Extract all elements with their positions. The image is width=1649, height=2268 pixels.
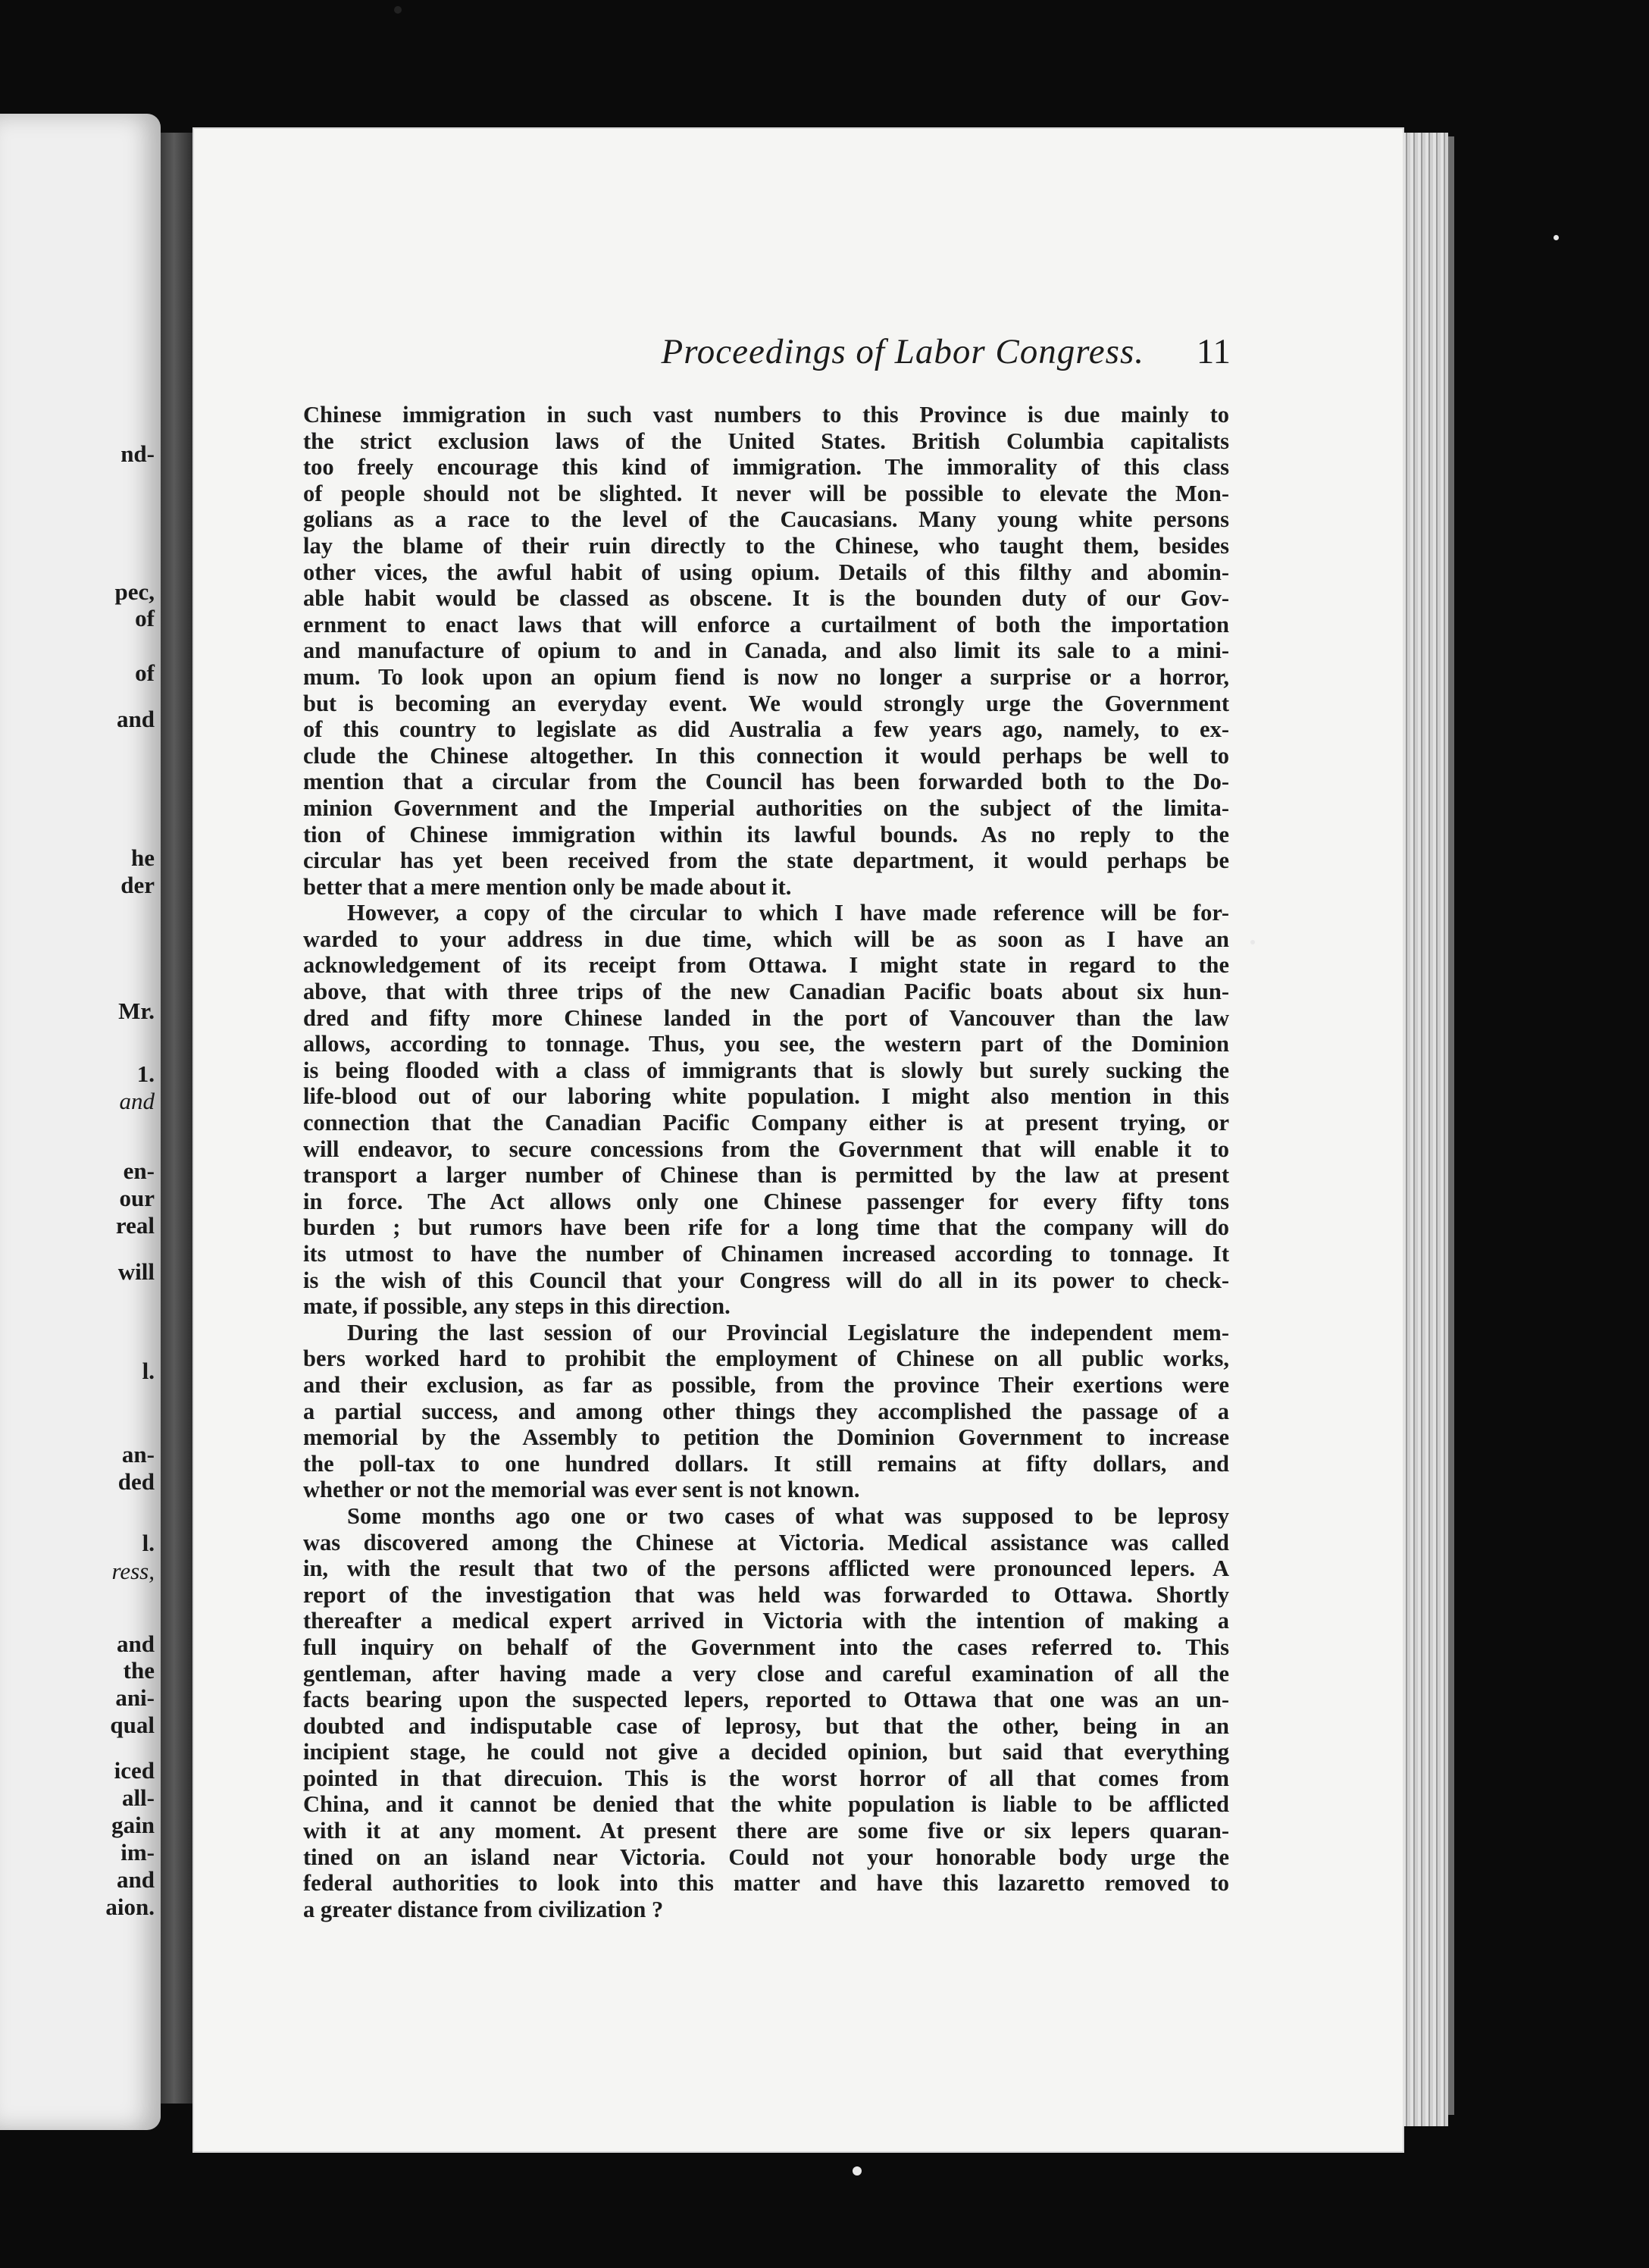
text-line: transport a larger number of Chinese than is permitted by the law at present bbox=[303, 1162, 1229, 1189]
text-line: is being flooded with a class of immigrants that is slowly but surely sucking the bbox=[303, 1057, 1229, 1083]
text-line: and manufacture of opium to and in Canada, and also limit its sale to a mini- bbox=[303, 637, 1229, 664]
left-page-fragment: Mr. bbox=[118, 998, 155, 1024]
text-line: incipient stage, he could not give a decided opinion, but said that everything bbox=[303, 1739, 1229, 1765]
left-page-fragment: the bbox=[123, 1657, 155, 1684]
text-line: is the wish of this Council that your Congress will do all in its power to check- bbox=[303, 1267, 1229, 1293]
left-page-fragment: gain bbox=[111, 1812, 155, 1838]
text-line: mention that a circular from the Council has been forwarded both to the Do- bbox=[303, 769, 1229, 795]
text-line: in force. The Act allows only one Chinese passenger for every fifty tons bbox=[303, 1188, 1229, 1214]
text-line: bers worked hard to prohibit the employment of Chinese on all public works, bbox=[303, 1345, 1229, 1372]
left-page-fragment: aion. bbox=[105, 1894, 155, 1920]
text-line: facts bearing upon the suspected lepers, reported to Ottawa that one was an un- bbox=[303, 1687, 1229, 1713]
left-page-fragment: 1. bbox=[136, 1060, 155, 1087]
text-line: full inquiry on behalf of the Government into the cases referred to. This bbox=[303, 1634, 1229, 1660]
scan-speck bbox=[394, 6, 402, 14]
text-line: of people should not be slighted. It never will be possible to elevate the Mon- bbox=[303, 480, 1229, 506]
left-page-fragment: l. bbox=[142, 1358, 155, 1384]
left-page-fragment: our bbox=[119, 1185, 155, 1211]
left-page-fragment: he bbox=[131, 844, 155, 871]
text-line: golians as a race to the level of the Caucasians. Many young white persons bbox=[303, 506, 1229, 533]
text-line: doubted and indisputable case of leprosy, but that the other, being in an bbox=[303, 1712, 1229, 1739]
text-line: with it at any moment. At present there are some five or six lepers quaran- bbox=[303, 1818, 1229, 1844]
text-line: too freely encourage this kind of immigration. The immorality of this class bbox=[303, 454, 1229, 481]
text-line: of this country to legislate as did Australia a few years ago, namely, to ex- bbox=[303, 716, 1229, 743]
left-page-fragment: pec, bbox=[114, 578, 155, 605]
left-page-fragment: qual bbox=[110, 1712, 155, 1738]
left-page-fragment: ress, bbox=[111, 1558, 155, 1584]
text-line: the poll-tax to one hundred dollars. It still remains at fifty dollars, and bbox=[303, 1450, 1229, 1477]
text-line: pointed in that direcuion. This is the worst horror of all that comes from bbox=[303, 1765, 1229, 1791]
left-page-fragment: nd- bbox=[120, 440, 155, 467]
text-line: tion of Chinese immigration within its lawful bounds. As no reply to the bbox=[303, 821, 1229, 847]
text-line: will endeavor, to secure concessions from the Government that will enable it to bbox=[303, 1136, 1229, 1162]
text-line: able habit would be classed as obscene. It is the bounden duty of our Gov- bbox=[303, 585, 1229, 612]
text-line: better that a mere mention only be made about it. bbox=[303, 873, 792, 900]
text-line: clude the Chinese altogether. In this connection it would perhaps be well to bbox=[303, 742, 1229, 769]
left-page-fragment: l. bbox=[142, 1530, 155, 1556]
text-line: minion Government and the Imperial authorities on the subject of the limita- bbox=[303, 794, 1229, 821]
left-page-fragment: and bbox=[117, 1866, 155, 1893]
text-line: but is becoming an everyday event. We would strongly urge the Government bbox=[303, 690, 1229, 716]
text-line: other vices, the awful habit of using opium. Details of this filthy and abomin- bbox=[303, 559, 1229, 585]
left-page-fragment: im- bbox=[120, 1839, 155, 1865]
text-line: acknowledgement of its receipt from Ottawa. I might state in regard to the bbox=[303, 952, 1229, 979]
left-page-fragment: of bbox=[135, 605, 155, 631]
text-line: Some months ago one or two cases of what was supposed to be leprosy bbox=[347, 1502, 1229, 1529]
left-page-fragment: en- bbox=[123, 1157, 155, 1184]
text-line: ernment to enact laws that will enforce a curtailment of both the importation bbox=[303, 611, 1229, 637]
text-line: life-blood out of our laboring white population. I might also mention in this bbox=[303, 1083, 1229, 1110]
left-page-fragment: all- bbox=[121, 1784, 155, 1811]
left-page-fragment: real bbox=[115, 1212, 155, 1239]
body-text bbox=[303, 402, 1229, 1922]
text-line: a partial success, and among other things they accomplished the passage of a bbox=[303, 1398, 1229, 1424]
running-title: Proceedings of Labor Congress. bbox=[661, 332, 1144, 371]
left-page-fragment: der bbox=[120, 872, 155, 898]
page-edge-stack bbox=[1403, 133, 1448, 2126]
text-line: its utmost to have the number of Chinamen increased according to tonnage. It bbox=[303, 1241, 1229, 1267]
book-gutter bbox=[161, 133, 194, 2104]
text-line: federal authorities to look into this matter and have this lazaretto removed to bbox=[303, 1870, 1229, 1897]
text-line: Chinese immigration in such vast numbers to this Province is due mainly to bbox=[303, 402, 1229, 428]
text-line: dred and fifty more Chinese landed in the port of Vancouver than the law bbox=[303, 1004, 1229, 1031]
left-page-fragment: iced bbox=[114, 1757, 155, 1784]
page-number: 11 bbox=[1196, 332, 1231, 371]
text-line: gentleman, after having made a very close and careful examination of all the bbox=[303, 1660, 1229, 1687]
left-page-fragment: and bbox=[119, 1088, 155, 1114]
text-line: mate, if possible, any steps in this direction. bbox=[303, 1293, 731, 1320]
text-line: During the last session of our Provincial Legislature the independent mem- bbox=[347, 1319, 1229, 1345]
text-line: above, that with three trips of the new Canadian Pacific boats about six hun- bbox=[303, 979, 1229, 1005]
text-line: a greater distance from civilization ? bbox=[303, 1896, 664, 1922]
text-line: circular has yet been received from the state department, it would perhaps be bbox=[303, 847, 1229, 874]
left-page-fragment: and bbox=[117, 1631, 155, 1657]
text-line: mum. To look upon an opium fiend is now no longer a surprise or a horror, bbox=[303, 663, 1229, 690]
left-page-fragment: and bbox=[117, 706, 155, 732]
left-page-fragment: ded bbox=[117, 1468, 155, 1495]
text-line: connection that the Canadian Pacific Company either is at present trying, or bbox=[303, 1110, 1229, 1136]
left-page-fragment: of bbox=[135, 659, 155, 686]
text-line: report of the investigation that was held was forwarded to Ottawa. Shortly bbox=[303, 1581, 1229, 1608]
scan-speck bbox=[1554, 235, 1559, 240]
text-line: China, and it cannot be denied that the white population is liable to be afflicted bbox=[303, 1791, 1229, 1818]
text-line: whether or not the memorial was ever sent is not known. bbox=[303, 1477, 860, 1503]
left-page-fragment: ani- bbox=[115, 1684, 155, 1711]
scan-speck bbox=[853, 2166, 862, 2176]
text-line: memorial by the Assembly to petition the Dominion Government to increase bbox=[303, 1424, 1229, 1451]
text-line: was discovered among the Chinese at Victoria. Medical assistance was called bbox=[303, 1529, 1229, 1555]
text-line: lay the blame of their ruin directly to the Chinese, who taught them, besides bbox=[303, 532, 1229, 559]
text-line: burden ; but rumors have been rife for a long time that the company will do bbox=[303, 1214, 1229, 1241]
text-line: the strict exclusion laws of the United States. British Columbia capitalists bbox=[303, 428, 1229, 454]
text-line: thereafter a medical expert arrived in Victoria with the intention of making a bbox=[303, 1608, 1229, 1634]
text-line: and their exclusion, as far as possible, from the province Their exertions were bbox=[303, 1371, 1229, 1398]
left-page-fragment: will bbox=[117, 1258, 155, 1285]
text-line: tined on an island near Victoria. Could not your honorable body urge the bbox=[303, 1844, 1229, 1870]
left-page-fragment: an- bbox=[121, 1441, 155, 1468]
scan-speck bbox=[1250, 940, 1255, 944]
text-line: However, a copy of the circular to which I have made reference will be for- bbox=[347, 900, 1229, 926]
text-line: in, with the result that two of the persons afflicted were pronounced lepers. A bbox=[303, 1555, 1229, 1582]
page-edge-shadow bbox=[1448, 136, 1454, 2115]
text-line: warded to your address in due time, which will be as soon as I have an bbox=[303, 926, 1229, 952]
text-line: allows, according to tonnage. Thus, you see, the western part of the Dominion bbox=[303, 1031, 1229, 1057]
